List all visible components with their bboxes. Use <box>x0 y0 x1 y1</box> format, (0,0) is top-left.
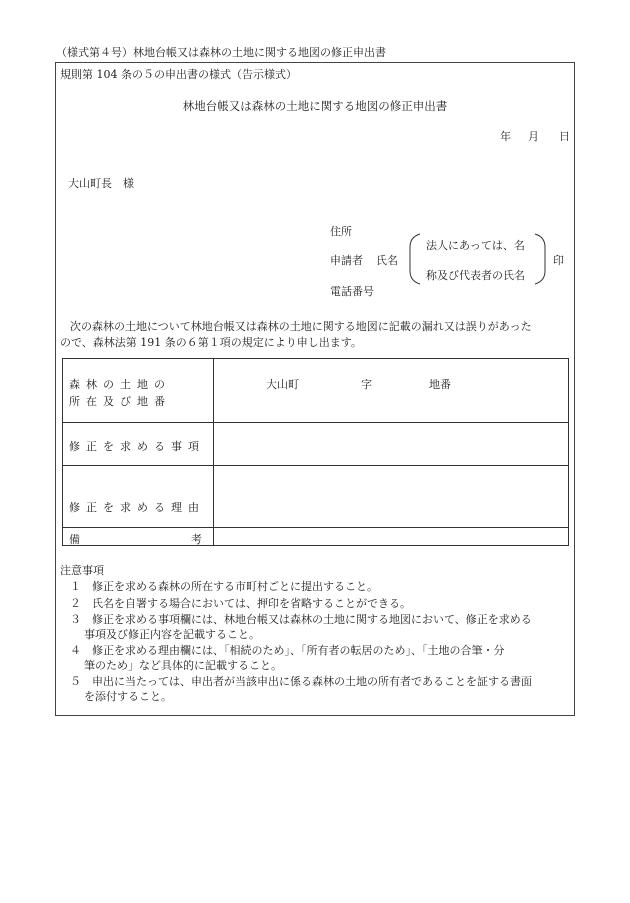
applicant-label: 申請者 <box>330 254 363 267</box>
date-day: 日 <box>559 130 570 143</box>
remarks-label-right: 考 <box>191 533 202 546</box>
location-field[interactable] <box>214 359 568 421</box>
date-year: 年 <box>500 130 511 143</box>
note-3: ３ 修正を求める事項欄には、林地台帳又は森林の土地に関する地図において、修正を求める <box>70 613 532 626</box>
form-sub-label: 規則第 104 条の５の申出書の様式（告示様式） <box>60 68 297 81</box>
name-label: 氏名 <box>376 254 398 267</box>
location-label-line2: 所在及び地番 <box>69 395 171 408</box>
location-aza: 字 <box>361 378 372 391</box>
addressee: 大山町長 様 <box>68 177 134 190</box>
note-4: ４ 修正を求める理由欄には、「相続のため」、「所有者の転居のため」、「土地の合筆・分 <box>70 644 505 657</box>
date-month: 月 <box>528 130 539 143</box>
note-2: ２ 氏名を自署する場合においては、押印を省略することができる。 <box>70 597 411 610</box>
phone-label: 電話番号 <box>330 285 374 298</box>
note-4-cont: 筆のため」など具体的に記載すること。 <box>84 659 282 672</box>
corp-note-line1: 法人にあっては、名 <box>426 239 525 252</box>
location-town: 大山町 <box>266 378 299 391</box>
correction-reason-label: 修正を求める理由 <box>69 501 205 514</box>
location-chiban: 地番 <box>429 378 451 391</box>
statement-line2: ので、森林法第 191 条の６第１項の規定により申し出ます。 <box>60 336 362 349</box>
correction-reason-field[interactable] <box>214 466 568 526</box>
location-label-line1: 森林の土地の <box>69 378 171 391</box>
note-1: １ 修正を求める森林の所在する市町村ごとに提出すること。 <box>70 580 378 593</box>
note-5: ５ 申出に当たっては、申出者が当該申出に係る森林の土地の所有者であることを証する書面 <box>70 675 532 688</box>
forest-land-table <box>62 358 569 546</box>
seal-mark: 印 <box>553 254 564 267</box>
address-label: 住所 <box>330 225 352 238</box>
remarks-label-left: 備 <box>69 533 80 546</box>
note-3-cont: 事項及び修正内容を記載すること。 <box>84 628 260 641</box>
left-bracket-icon <box>408 233 422 285</box>
form-heading: 林地台帳又は森林の土地に関する地図の修正申出書 <box>182 99 448 113</box>
right-bracket-icon <box>533 233 547 285</box>
notes-heading: 注意事項 <box>60 564 104 577</box>
note-5-cont: を添付すること。 <box>84 690 172 703</box>
remarks-field[interactable] <box>214 528 568 545</box>
correction-item-label: 修正を求める事項 <box>69 440 205 453</box>
corp-note-line2: 称及び代表者の氏名 <box>426 269 525 282</box>
page-title: （様式第４号）林地台帳又は森林の土地に関する地図の修正申出書 <box>56 46 386 59</box>
statement-line1: 次の森林の土地について林地台帳又は森林の土地に関する地図に記載の漏れ又は誤りがあった <box>70 320 532 333</box>
correction-item-field[interactable] <box>214 423 568 464</box>
